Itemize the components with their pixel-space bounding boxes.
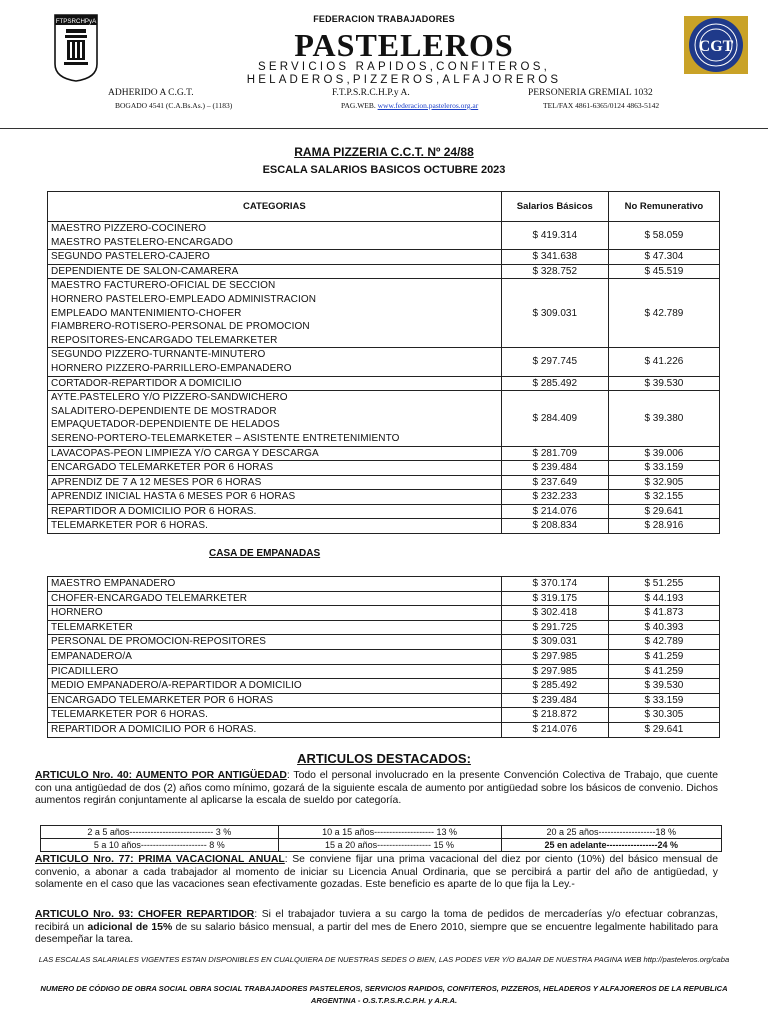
escala-title: ESCALA SALARIOS BASICOS OCTUBRE 2023 (262, 164, 506, 176)
category-line: MAESTRO FACTURERO-OFICIAL DE SECCION (51, 280, 276, 292)
article-40-heading: ARTICULO Nro. 40: AUMENTO POR ANTIGÜEDAD (35, 770, 287, 781)
category-line: REPOSITORES-ENCARGADO TELEMARKETER (51, 334, 278, 346)
article-93-bold: adicional de 15% (87, 921, 173, 933)
category-line: EMPLEADO MANTENIMIENTO-CHOFER (51, 307, 242, 319)
category-line: DEPENDIENTE DE SALON-CAMARERA (51, 265, 239, 277)
category-cell: MAESTRO EMPANADERO (48, 577, 502, 592)
rama-title: RAMA PIZZERIA C.C.T. Nº 24/88 (294, 145, 474, 159)
category-cell: MEDIO EMPANADERO/A-REPARTIDOR A DOMICILIO (48, 679, 502, 694)
table-row (48, 635, 720, 650)
category-cell: ENCARGADO TELEMARKETER POR 6 HORAS (48, 693, 502, 708)
table-row (48, 577, 720, 592)
no-remunerativo-cell: $ 58.059 (608, 222, 719, 250)
table-row (48, 446, 720, 461)
logo-right-text: CGT (698, 38, 734, 55)
category-cell (48, 376, 502, 391)
salario-basico-cell: $ 370.174 (501, 577, 608, 592)
salario-basico-cell: $ 284.409 (501, 391, 608, 446)
category-line: SERENO-PORTERO-TELEMARKETER – ASISTENTE ENTRETENIMIENTO (51, 432, 400, 444)
antiguedad-cell: 25 en adelante-----------------24 % (501, 839, 721, 852)
category-cell (48, 391, 502, 446)
no-remunerativo-cell: $ 47.304 (608, 250, 719, 265)
category-cell: PICADILLERO (48, 664, 502, 679)
article-77-text: : Se conviene fijar una prima vacacional del diez por ciento (10%) del básico mensual de convenio, a abonar a cada trabajador al momento de iniciar su Licencia Anual Ordinaria, que se percibirá a partir del año de antigüedad, y solamente en el caso que las vacaciones sean efectivamente gozadas. Este beneficio es aparte de lo que fija la Ley.- (35, 854, 718, 891)
no-remunerativo-cell: $ 33.159 (608, 461, 719, 476)
federation-label: FEDERACION TRABAJADORES (313, 14, 455, 24)
table-row (48, 475, 720, 490)
no-remunerativo-cell: $ 39.530 (608, 376, 719, 391)
article-93-heading: ARTICULO Nro. 93: CHOFER REPARTIDOR (35, 909, 255, 920)
category-line: FIAMBRERO-ROTISERO-PERSONAL DE PROMOCION (51, 321, 310, 333)
articulos-title: ARTICULOS DESTACADOS: (297, 751, 471, 766)
table-row (48, 664, 720, 679)
table-row (48, 250, 720, 265)
no-remunerativo-cell: $ 40.393 (608, 620, 719, 635)
salario-basico-cell: $ 239.484 (501, 461, 608, 476)
telfax-label: TEL/FAX 4861-6365/0124 4863-5142 (543, 101, 660, 110)
category-cell (48, 446, 502, 461)
header-divider (0, 128, 768, 129)
category-line: APRENDIZ INICIAL HASTA 6 MESES POR 6 HORAS (51, 491, 296, 503)
no-remunerativo-cell: $ 42.789 (608, 635, 719, 650)
no-remunerativo-cell: $ 32.905 (608, 475, 719, 490)
no-remunerativo-cell: $ 39.380 (608, 391, 719, 446)
col-header-salarios: Salarios Básicos (501, 192, 608, 222)
no-remunerativo-cell: $ 29.641 (608, 504, 719, 519)
footer-obra-social: NUMERO DE CÓDIGO DE OBRA SOCIAL OBRA SOCIAL TRABAJADORES PASTELEROS, SERVICIOS RAPIDOS, CONFITEROS, PIZZEROS, HELADEROS Y ALFAJOREROS DE LA REPUBLICA ARGENTINA - O.S.T.P.S.R.C.P.H. y A.R.A. (40, 984, 728, 1005)
no-remunerativo-cell: $ 41.873 (608, 606, 719, 621)
article-40 (35, 770, 718, 808)
category-line: TELEMARKETER POR 6 HORAS. (51, 520, 208, 532)
no-remunerativo-cell: $ 45.519 (608, 264, 719, 279)
web-note: LAS ESCALAS SALARIALES VIGENTES ESTAN DISPONIBLES EN CUALQUIERA DE NUESTRAS SEDES O BIEN, LAS PODES VER Y/O BAJAR DE NUESTRA PAGINA WEB http://pasteleros.org/caba (38, 955, 730, 964)
no-remunerativo-cell: $ 29.641 (608, 722, 719, 737)
table-row (48, 264, 720, 279)
antiguedad-cell: 2 a 5 años---------------------------- 3 % (41, 826, 279, 839)
no-remunerativo-cell: $ 30.305 (608, 708, 719, 723)
article-77 (35, 854, 718, 892)
subtitle-line-1: SERVICIOS RAPIDOS,CONFITEROS, (258, 61, 550, 73)
salario-basico-cell: $ 302.418 (501, 606, 608, 621)
table-row (48, 708, 720, 723)
category-cell (48, 519, 502, 534)
table-row (48, 461, 720, 476)
logo-left-text: FTPSRCHPyA (55, 18, 97, 25)
article-40-text: : Todo el personal involucrado en la presente Convención Colectiva de Trabajo, que cuente con una antigüedad de dos (2) años como mínimo, gozará de la siguiente escala de aumento por antigüedad sobre los básicos de convenio. Dichos aumentos regirán conjuntamente al aplicarse la escala de sueldo por categoría. (35, 770, 719, 807)
antiguedad-cell: 10 a 15 años-------------------- 13 % (278, 826, 501, 839)
table-row (48, 490, 720, 505)
table-row (48, 222, 720, 250)
salario-basico-cell: $ 309.031 (501, 279, 608, 348)
salario-basico-cell: $ 285.492 (501, 376, 608, 391)
category-line: MAESTRO PASTELERO-ENCARGADO (51, 236, 233, 248)
no-remunerativo-cell: $ 44.193 (608, 591, 719, 606)
salario-basico-cell: $ 328.752 (501, 264, 608, 279)
no-remunerativo-cell: $ 28.916 (608, 519, 719, 534)
category-line: SEGUNDO PIZZERO-TURNANTE-MINUTERO (51, 349, 266, 361)
adherido-label: ADHERIDO A C.G.T. (108, 88, 194, 98)
salario-basico-cell: $ 218.872 (501, 708, 608, 723)
article-93-text-b: de su salario básico mensual, a partir del mes de Enero 2010, siempre que se encuentre legalmente habilitado para desempeñar la tarea. (35, 921, 718, 946)
table-row (48, 591, 720, 606)
salario-basico-cell: $ 309.031 (501, 635, 608, 650)
category-line: SALADITERO-DEPENDIENTE DE MOSTRADOR (51, 405, 277, 417)
table-row (48, 504, 720, 519)
salario-basico-cell: $ 214.076 (501, 722, 608, 737)
website-link[interactable]: www.federacion.pasteleros.org.ar (377, 101, 479, 110)
article-77-heading: ARTICULO Nro. 77: PRIMA VACACIONAL ANUAL (35, 854, 285, 865)
no-remunerativo-cell: $ 33.159 (608, 693, 719, 708)
salario-basico-cell: $ 237.649 (501, 475, 608, 490)
antiguedad-row (41, 839, 722, 852)
category-cell: TELEMARKETER POR 6 HORAS. (48, 708, 502, 723)
no-remunerativo-cell: $ 32.155 (608, 490, 719, 505)
no-remunerativo-cell: $ 39.006 (608, 446, 719, 461)
category-line: MAESTRO PIZZERO-COCINERO (51, 223, 207, 234)
table-row (48, 620, 720, 635)
salario-basico-cell: $ 285.492 (501, 679, 608, 694)
web-line (341, 101, 478, 110)
address-label: BOGADO 4541 (C.A.Bs.As.) – (1183) (115, 101, 233, 110)
category-cell (48, 461, 502, 476)
table-row (48, 649, 720, 664)
category-cell (48, 250, 502, 265)
salario-basico-cell: $ 291.725 (501, 620, 608, 635)
no-remunerativo-cell: $ 42.789 (608, 279, 719, 348)
table-row (48, 679, 720, 694)
no-remunerativo-cell: $ 39.530 (608, 679, 719, 694)
salario-basico-cell: $ 297.745 (501, 348, 608, 376)
salario-basico-cell: $ 297.985 (501, 664, 608, 679)
antiguedad-table (40, 825, 722, 852)
category-line: REPARTIDOR A DOMICILIO POR 6 HORAS. (51, 505, 257, 517)
category-line: ENCARGADO TELEMARKETER POR 6 HORAS (51, 462, 274, 474)
category-cell (48, 222, 502, 250)
category-line: HORNERO PIZZERO-PARRILLERO-EMPANADERO (51, 362, 292, 374)
category-cell (48, 475, 502, 490)
category-cell: REPARTIDOR A DOMICILIO POR 6 HORAS. (48, 722, 502, 737)
category-cell: TELEMARKETER (48, 620, 502, 635)
subtitle-line-2: HELADEROS,PIZZEROS,ALFAJOREROS (246, 74, 562, 86)
antiguedad-row (41, 826, 722, 839)
page-title: PASTELEROS (294, 27, 514, 63)
col-header-categorias: CATEGORIAS (48, 192, 502, 222)
category-line: SEGUNDO PASTELERO-CAJERO (51, 251, 210, 263)
sigla-label: F.T.P.S.R.C.H.P.y A. (332, 88, 410, 98)
category-cell (48, 504, 502, 519)
salario-basico-cell: $ 281.709 (501, 446, 608, 461)
antiguedad-cell: 20 a 25 años-------------------18 % (501, 826, 721, 839)
salario-basico-cell: $ 341.638 (501, 250, 608, 265)
antiguedad-cell: 5 a 10 años---------------------- 8 % (41, 839, 279, 852)
empanadas-salary-table (47, 576, 720, 738)
table-row (48, 391, 720, 446)
salario-basico-cell: $ 214.076 (501, 504, 608, 519)
no-remunerativo-cell: $ 51.255 (608, 577, 719, 592)
category-cell: CHOFER-ENCARGADO TELEMARKETER (48, 591, 502, 606)
category-cell: HORNERO (48, 606, 502, 621)
category-line: CORTADOR-REPARTIDOR A DOMICILIO (51, 377, 242, 389)
no-remunerativo-cell: $ 41.259 (608, 649, 719, 664)
table-row (48, 606, 720, 621)
category-cell (48, 279, 502, 348)
antiguedad-cell: 15 a 20 años------------------ 15 % (278, 839, 501, 852)
salario-basico-cell: $ 232.233 (501, 490, 608, 505)
table-row (48, 722, 720, 737)
salario-basico-cell: $ 239.484 (501, 693, 608, 708)
category-line: APRENDIZ DE 7 A 12 MESES POR 6 HORAS (51, 476, 262, 488)
category-cell (48, 264, 502, 279)
table-row (48, 279, 720, 348)
personeria-label: PERSONERIA GREMIAL 1032 (528, 88, 653, 98)
category-line: AYTE.PASTELERO Y/O PIZZERO-SANDWICHERO (51, 392, 288, 404)
salario-basico-cell: $ 419.314 (501, 222, 608, 250)
article-93-text-a: : Si el trabajador tuviera a su cargo la toma de pedidos de mercaderías y/o efectuar cobranzas, recibirá un (35, 909, 718, 933)
category-cell (48, 490, 502, 505)
category-cell: EMPANADERO/A (48, 649, 502, 664)
salario-basico-cell: $ 208.834 (501, 519, 608, 534)
table-row (48, 376, 720, 391)
casa-empanadas-title: CASA DE EMPANADAS (209, 548, 321, 559)
no-remunerativo-cell: $ 41.226 (608, 348, 719, 376)
category-line: HORNERO PASTELERO-EMPLEADO ADMINISTRACION (51, 293, 317, 305)
table-row (48, 519, 720, 534)
salario-basico-cell: $ 297.985 (501, 649, 608, 664)
pizzeria-salary-table (47, 191, 720, 534)
table-row (48, 693, 720, 708)
no-remunerativo-cell: $ 41.259 (608, 664, 719, 679)
col-header-no-remunerativo: No Remunerativo (608, 192, 719, 222)
category-line: LAVACOPAS-PEON LIMPIEZA Y/O CARGA Y DESCARGA (51, 447, 319, 459)
table-row (48, 348, 720, 376)
web-label: PAG.WEB. (341, 101, 376, 110)
category-line: EMPAQUETADOR-DEPENDIENTE DE HELADOS (51, 419, 280, 431)
category-cell (48, 348, 502, 376)
category-cell: PERSONAL DE PROMOCION-REPOSITORES (48, 635, 502, 650)
article-93 (35, 909, 718, 947)
salario-basico-cell: $ 319.175 (501, 591, 608, 606)
